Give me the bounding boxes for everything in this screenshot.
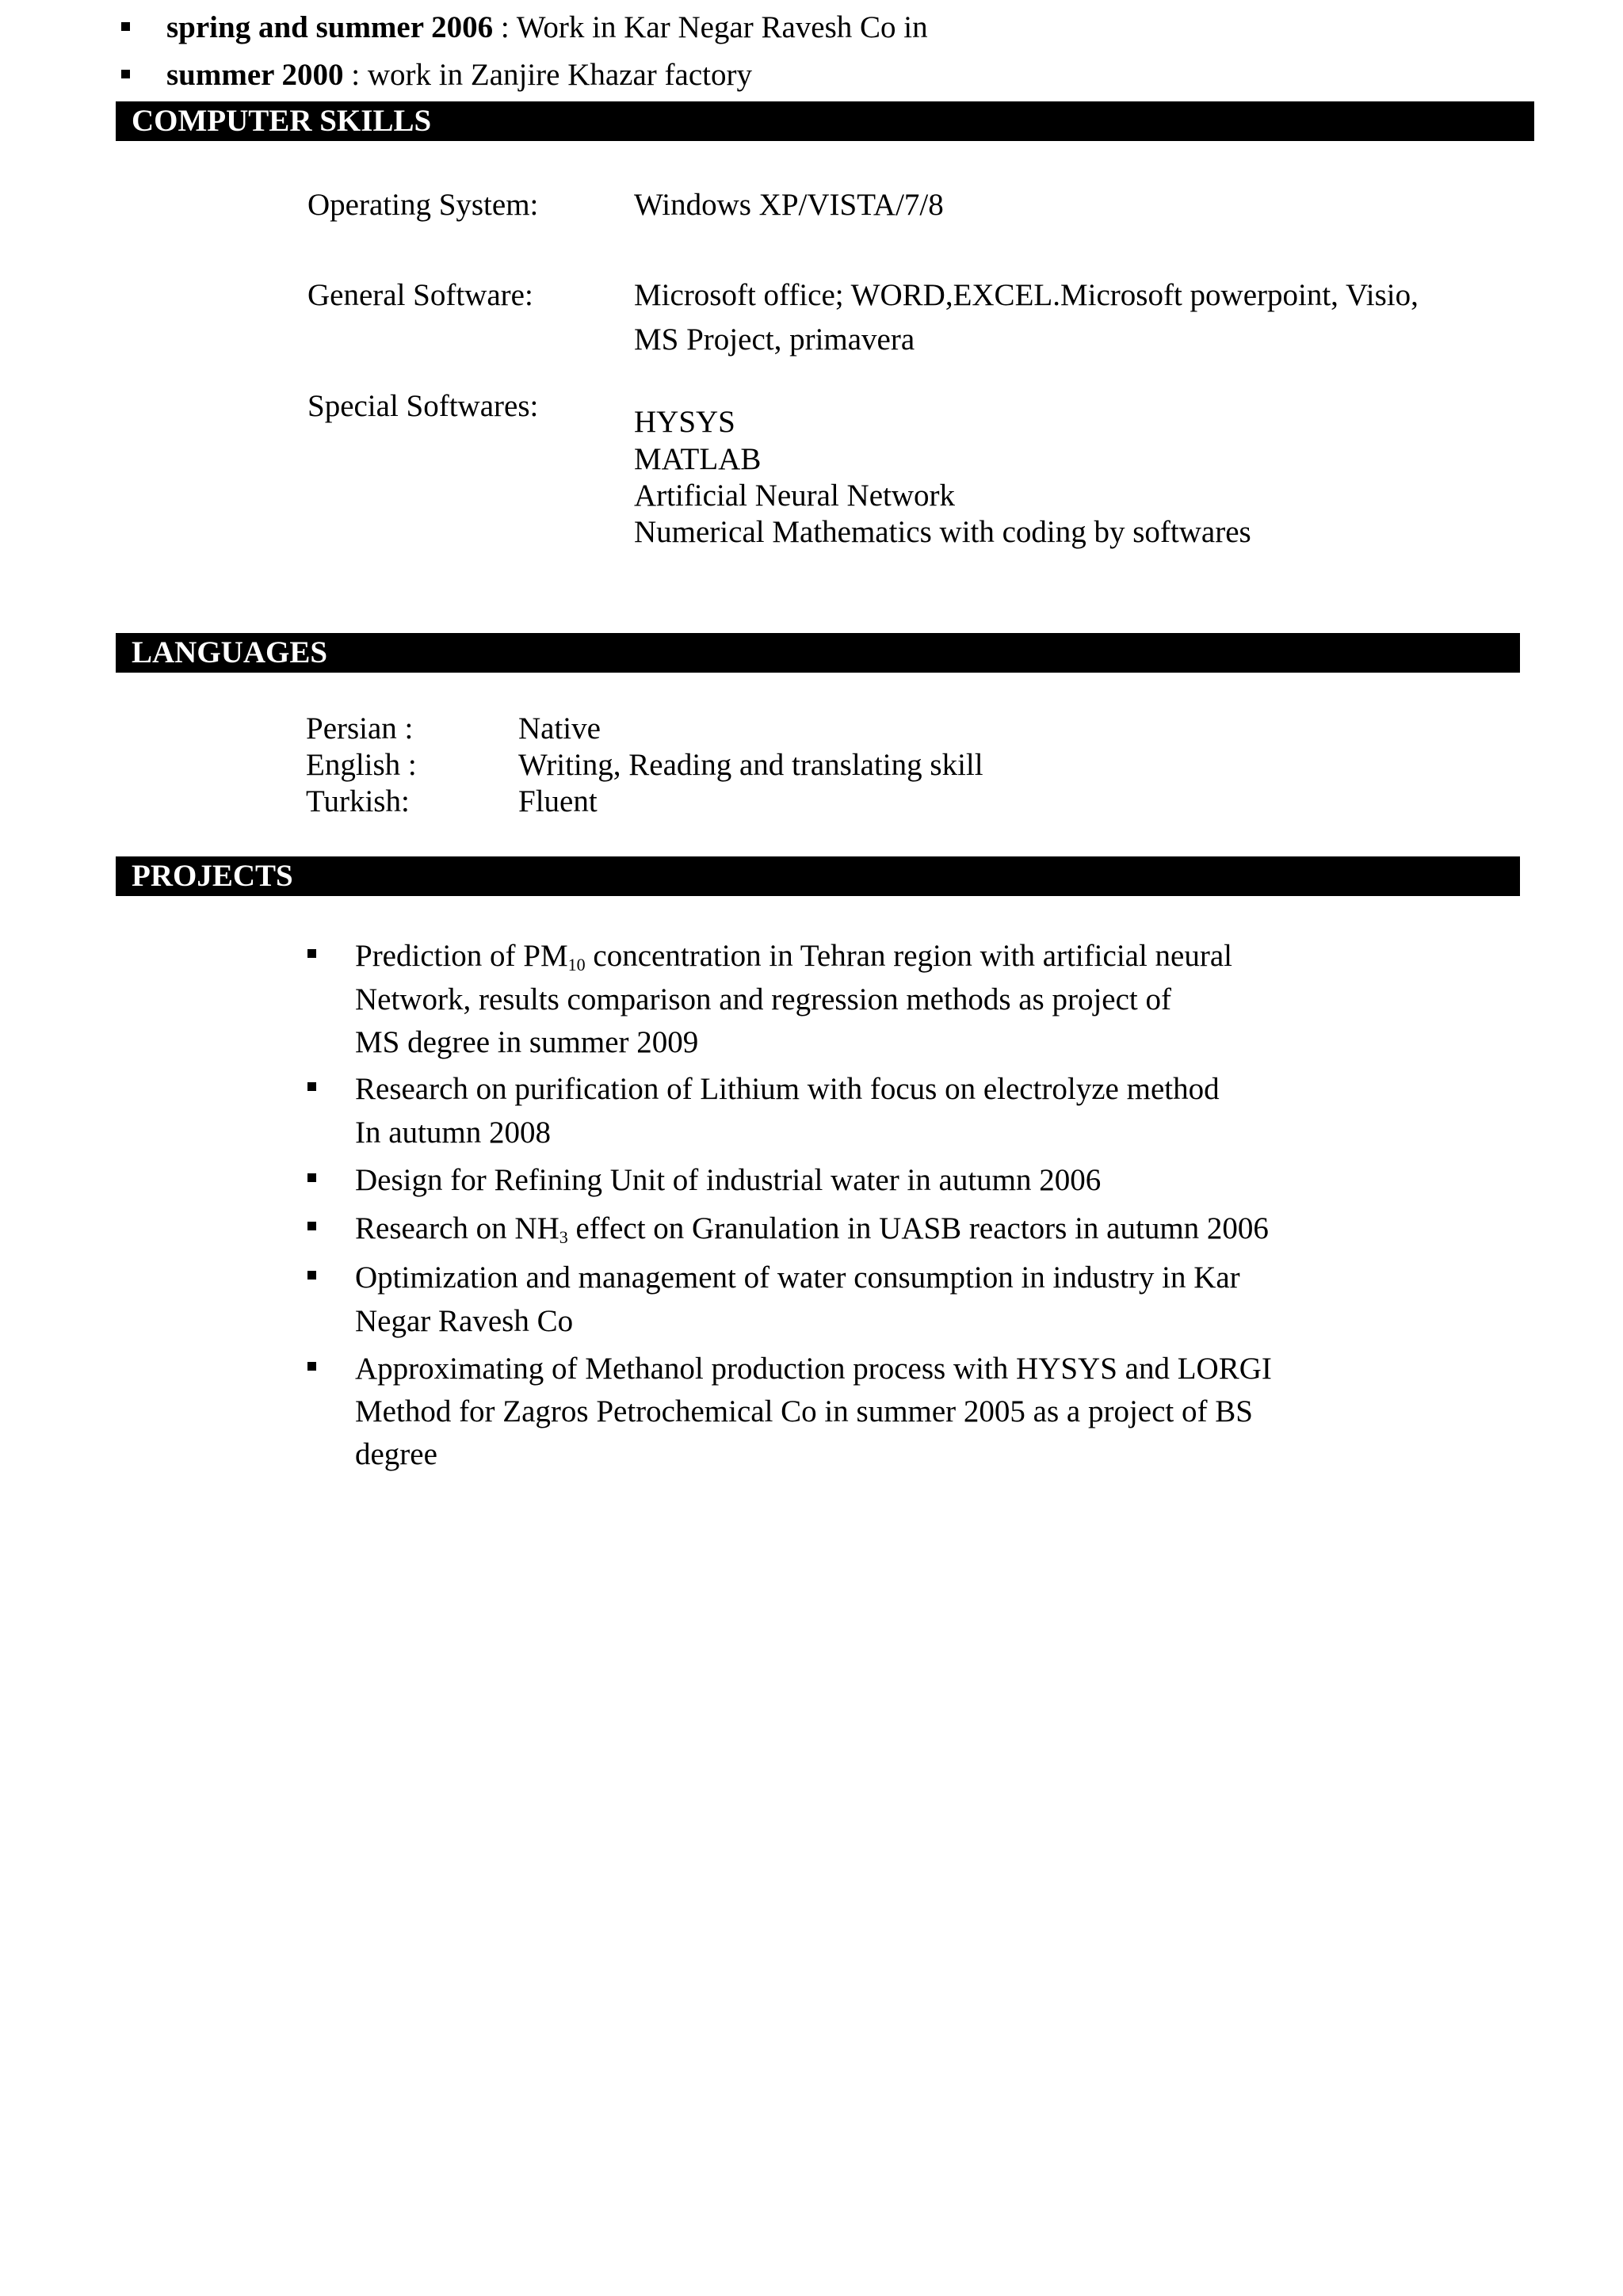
project-item-line: Method for Zagros Petrochemical Co in summer 2005 as a project of BS (355, 1394, 1253, 1428)
os-label: Operating System: (307, 188, 539, 222)
bullet-icon (307, 1173, 316, 1182)
language-name: English : (306, 748, 417, 782)
experience-item: spring and summer 2006 : Work in Kar Negar Ravesh Co in (166, 10, 928, 44)
project-item: Design for Refining Unit of industrial water in autumn 2006 (355, 1163, 1102, 1197)
project-item: Research on purification of Lithium with focus on electrolyze method (355, 1072, 1220, 1106)
bullet-icon (307, 1222, 316, 1230)
experience-period: summer 2000 (166, 58, 344, 92)
section-heading-languages: LANGUAGES (116, 633, 1520, 673)
general-software-label: General Software: (307, 278, 533, 312)
os-value: Windows XP/VISTA/7/8 (634, 188, 944, 222)
bullet-icon (307, 1362, 316, 1371)
experience-desc: Work in Kar Negar Ravesh Co in (516, 10, 928, 44)
language-level: Fluent (518, 784, 598, 818)
general-software-value: MS Project, primavera (634, 322, 915, 357)
experience-item: summer 2000 : work in Zanjire Khazar factory (166, 58, 752, 92)
language-level: Writing, Reading and translating skill (518, 748, 983, 782)
section-heading-projects: PROJECTS (116, 856, 1520, 896)
project-item-line: MS degree in summer 2009 (355, 1025, 699, 1059)
experience-desc: work in Zanjire Khazar factory (367, 58, 752, 92)
project-item: Optimization and management of water consumption in industry in Kar (355, 1261, 1240, 1295)
special-software-label: Special Softwares: (307, 389, 539, 423)
project-item: Prediction of $PM_{10}$ concentration in Tehran region with artificial neural (355, 939, 1232, 974)
bullet-icon (307, 1082, 316, 1091)
language-name: Persian : (306, 711, 414, 746)
language-name: Turkish: (306, 784, 410, 818)
project-item-line: In autumn 2008 (355, 1116, 551, 1150)
project-item-line: Negar Ravesh Co (355, 1304, 574, 1338)
bullet-icon (307, 1271, 316, 1280)
bullet-icon (121, 70, 130, 78)
special-software-item: HYSYS (634, 405, 735, 439)
project-item: Approximating of Methanol production process with HYSYS and LORGI (355, 1352, 1272, 1386)
general-software-value: Microsoft office; WORD,EXCEL.Microsoft powerpoint, Visio, (634, 278, 1419, 312)
language-level: Native (518, 711, 601, 746)
experience-period: spring and summer 2006 (166, 10, 494, 44)
section-heading-computer-skills: COMPUTER SKILLS (116, 101, 1534, 141)
bullet-icon (121, 22, 130, 31)
special-software-item: MATLAB (634, 442, 762, 476)
special-software-item: Artificial Neural Network (634, 479, 956, 513)
project-item-line: degree (355, 1437, 437, 1471)
project-item: Research on $NH_3$ effect on Granulation in UASB reactors in autumn 2006 (355, 1211, 1269, 1247)
bullet-icon (307, 949, 316, 958)
project-item-line: Network, results comparison and regression methods as project of (355, 982, 1171, 1016)
special-software-item: Numerical Mathematics with coding by softwares (634, 515, 1251, 549)
